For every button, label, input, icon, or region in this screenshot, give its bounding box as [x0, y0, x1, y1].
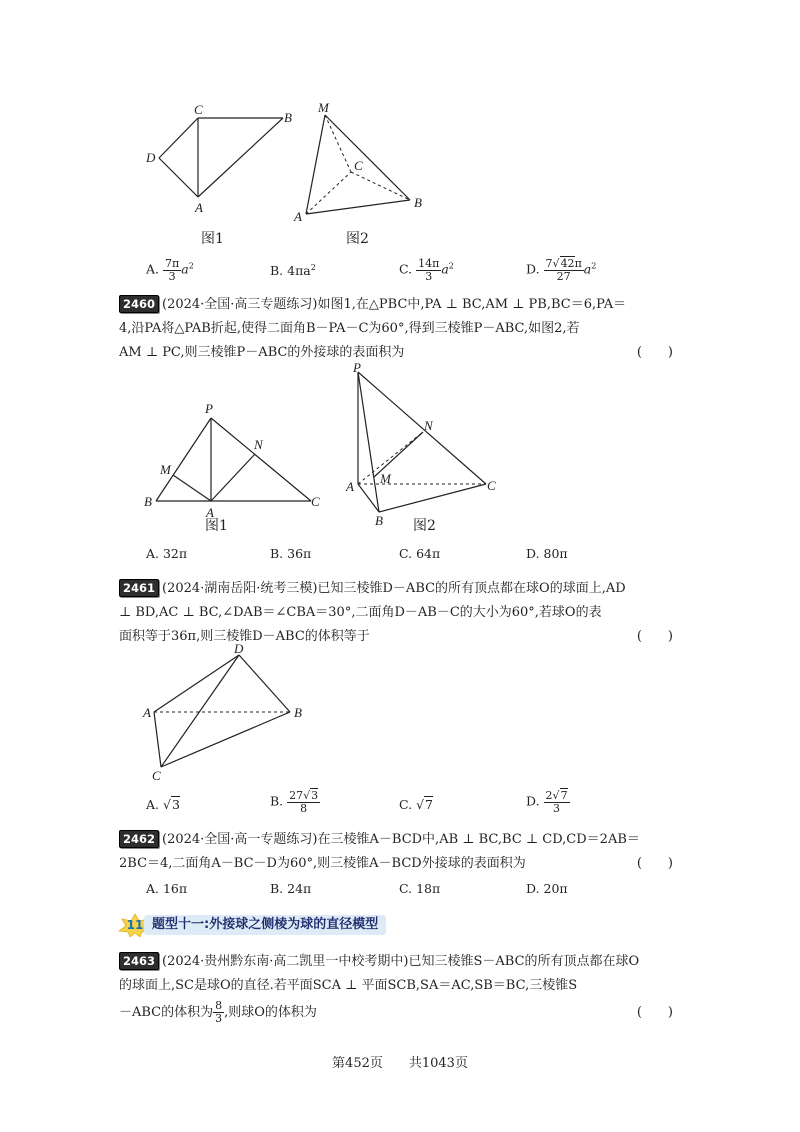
- label-m: M: [318, 100, 329, 115]
- top-figure: [0, 0, 800, 260]
- label-b: B: [294, 705, 302, 720]
- label-a: A: [206, 505, 214, 520]
- option-a: A. √3: [146, 797, 180, 812]
- label-m2: M: [380, 471, 391, 486]
- label-a: A: [195, 200, 203, 215]
- label-c2: C: [354, 158, 363, 173]
- options-2460: [146, 546, 706, 566]
- option-d: D. 20π: [526, 881, 568, 896]
- option-d: D. $\frac{2√7}{3}$: [526, 789, 568, 815]
- label-a2: A: [346, 479, 354, 494]
- option-a: A. $\frac{7\pi}{3}$ $a^2$: [146, 257, 194, 283]
- label-b2: B: [414, 195, 422, 210]
- label-n: N: [254, 437, 263, 452]
- section-number: 11: [126, 918, 144, 932]
- option-b: B. $4\pi a^2$: [270, 263, 316, 279]
- section-title: 题型十一:外接球之侧棱为球的直径模型: [144, 915, 386, 935]
- label-p2: P: [353, 360, 361, 375]
- caption-fig2: 图2: [413, 518, 436, 534]
- label-b: B: [144, 494, 152, 509]
- caption-fig1: 图1: [205, 518, 228, 534]
- label-b: B: [284, 110, 292, 125]
- question-2460: 2460 (2024·全国·高三专题练习)如图1,在△PBC中,PA ⊥ BC,AM ⊥ PB,BC＝6,PA＝ 4,沿PA将△PAB折起,使得二面角B－PA－C为60°,得到三棱锥P－ABC,如图2,若 AM ⊥ PC,则三棱锥P－ABC的外接球的表面积为 ( ): [119, 297, 673, 360]
- label-c: C: [152, 768, 161, 783]
- figure-2461: [0, 640, 800, 785]
- question-2461: 2461 (2024·湖南岳阳·统考三模)已知三棱锥D－ABC的所有顶点都在球O的球面上,AD ⊥ BD,AC ⊥ BC,∠DAB＝∠CBA＝30°,二面角D－AB－C的大小为60°,若球O的表 面积等于36π,则三棱锥D－ABC的体积等于 ( ): [119, 581, 673, 644]
- label-a: A: [143, 705, 151, 720]
- option-c: C. √7: [399, 797, 433, 812]
- option-d: D. 80π: [526, 546, 568, 561]
- option-b: B. 36π: [270, 546, 312, 561]
- label-n2: N: [424, 418, 433, 433]
- section-header: [118, 913, 418, 937]
- options-2461: [146, 790, 706, 820]
- option-a: A. 16π: [146, 881, 188, 896]
- option-b: B. 24π: [270, 881, 312, 896]
- label-p: P: [205, 401, 213, 416]
- label-a2: A: [294, 209, 302, 224]
- question-number: 2460: [119, 295, 159, 313]
- question-number: 2463: [119, 952, 159, 970]
- option-c: C. 64π: [399, 546, 441, 561]
- question-number: 2462: [119, 830, 159, 848]
- label-m: M: [160, 462, 171, 477]
- label-d: D: [146, 150, 156, 165]
- question-2463: 2463 (2024·贵州黔东南·高二凯里一中校考期中)已知三棱锥S－ABC的所有顶点都在球O 的球面上,SC是球O的直径.若平面SCA ⊥ 平面SCB,SA＝AC,SB＝BC,三棱锥S －ABC的体积为 $\frac{8}{3}$ ,则球O的体积为 ( ): [119, 954, 673, 1025]
- label-d: D: [234, 641, 244, 656]
- options-2462: [146, 881, 706, 901]
- option-c: C. $\frac{14\pi}{3}$ $a^2$: [399, 257, 454, 283]
- figure-2460: [0, 360, 800, 540]
- question-number: 2461: [119, 579, 159, 597]
- label-c: C: [194, 102, 203, 117]
- option-b: B. $\frac{27√3}{8}$: [270, 789, 319, 815]
- caption-fig2: 图2: [346, 231, 369, 247]
- page-footer: 第452页 共1043页: [332, 1056, 468, 1071]
- label-c2: C: [487, 478, 496, 493]
- option-a: A. 32π: [146, 546, 188, 561]
- question-2462: 2462 (2024·全国·高一专题练习)在三棱锥A－BCD中,AB ⊥ BC,BC ⊥ CD,CD＝2AB＝ 2BC＝4,二面角A－BC－D为60°,则三棱锥A－BCD外接球的表面积为 ( ): [119, 832, 673, 871]
- top-options: [146, 258, 706, 284]
- label-c: C: [311, 494, 320, 509]
- option-d: D. $\frac{7√42\pi}{27}$ $a^2$: [526, 257, 597, 283]
- label-b2: B: [375, 513, 383, 528]
- option-c: C. 18π: [399, 881, 441, 896]
- caption-fig1: 图1: [201, 231, 224, 247]
